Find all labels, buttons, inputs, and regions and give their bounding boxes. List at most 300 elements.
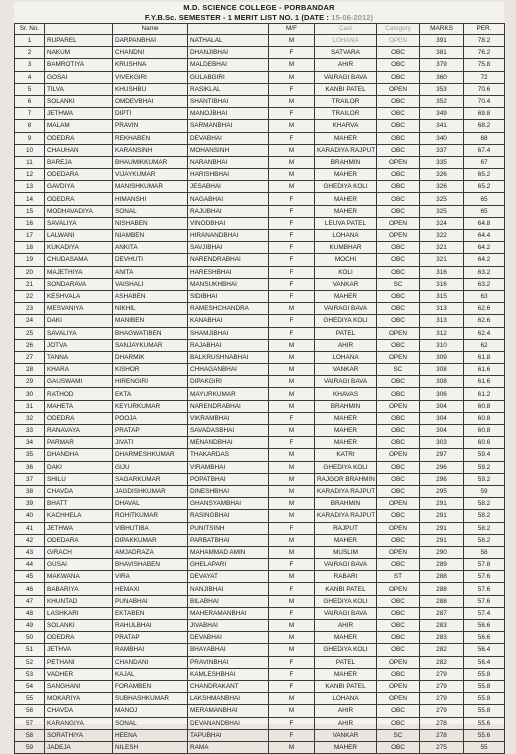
category-cell: SC	[377, 364, 420, 376]
gender-cell: F	[269, 729, 315, 741]
gender-cell: M	[269, 364, 315, 376]
percentage-cell: 56.4	[464, 656, 505, 668]
father-name-cell: DINESHBHAI	[188, 485, 269, 497]
father-name-cell: SAVJIBHAI	[188, 242, 269, 254]
percentage-cell: 57.4	[464, 607, 505, 619]
category-cell: OPEN	[377, 583, 420, 595]
name-cell: JIVATI	[113, 437, 188, 449]
marks-cell: 304	[420, 400, 464, 412]
gender-cell: M	[269, 620, 315, 632]
father-name-cell: KAMLESHBHAI	[188, 668, 269, 680]
sr-no-cell: 4	[15, 71, 45, 83]
sr-no-cell: 33	[15, 425, 45, 437]
sr-no-cell: 44	[15, 559, 45, 571]
sr-no-cell: 6	[15, 95, 45, 107]
surname-cell: NAKUM	[45, 47, 113, 59]
surname-cell: CHAVDA	[45, 485, 113, 497]
table-body	[15, 35, 505, 754]
percentage-cell: 58	[464, 546, 505, 558]
cast-cell: MUSLIM	[315, 546, 377, 558]
name-cell: RAHULBHAI	[113, 620, 188, 632]
cast-cell: AHIR	[315, 620, 377, 632]
percentage-cell: 68.2	[464, 120, 505, 132]
gender-cell: F	[269, 47, 315, 59]
cast-cell: KARADIYA RAJPUT	[315, 485, 377, 497]
percentage-cell: 61.8	[464, 351, 505, 363]
gender-cell: F	[269, 583, 315, 595]
cast-cell: VAIRAGI BAVA	[315, 71, 377, 83]
percentage-cell: 68	[464, 132, 505, 144]
surname-cell: JOTVA	[45, 339, 113, 351]
surname-cell: SOLANKI	[45, 95, 113, 107]
sr-no-cell: 40	[15, 510, 45, 522]
percentage-cell: 64.2	[464, 254, 505, 266]
cast-cell: KOLI	[315, 266, 377, 278]
name-cell: CHANDNI	[113, 47, 188, 59]
sr-no-cell: 10	[15, 144, 45, 156]
sr-no-cell: 23	[15, 303, 45, 315]
percentage-cell: 65.2	[464, 181, 505, 193]
name-cell: BHAVISHABEN	[113, 559, 188, 571]
gender-cell: M	[269, 498, 315, 510]
sr-no-cell: 48	[15, 607, 45, 619]
category-cell: OBC	[377, 595, 420, 607]
name-cell: VIJAYKUMAR	[113, 169, 188, 181]
gender-cell: F	[269, 522, 315, 534]
name-cell: PUNABHAI	[113, 595, 188, 607]
name-cell: SAGARKUMAR	[113, 473, 188, 485]
surname-cell: DAKI	[45, 315, 113, 327]
name-cell: HIRENGIRI	[113, 376, 188, 388]
table-row	[15, 388, 505, 400]
table-row	[15, 473, 505, 485]
cast-cell: KUMBHAR	[315, 242, 377, 254]
cast-cell: KANBI PATEL	[315, 583, 377, 595]
name-cell: DHAVAL	[113, 498, 188, 510]
category-cell: OPEN	[377, 546, 420, 558]
percentage-cell: 55.6	[464, 729, 505, 741]
gender-cell: F	[269, 108, 315, 120]
cast-cell: VAIRAGI BAVA	[315, 559, 377, 571]
name-cell: VAISHALI	[113, 278, 188, 290]
table-row	[15, 35, 505, 47]
table-row	[15, 132, 505, 144]
father-name-cell: NATHALAL	[188, 35, 269, 47]
father-name-cell: VINODBHAI	[188, 217, 269, 229]
table-row	[15, 181, 505, 193]
marks-cell: 315	[420, 290, 464, 302]
marks-cell: 322	[420, 230, 464, 242]
name-cell: VIRA	[113, 571, 188, 583]
category-cell: OBC	[377, 717, 420, 729]
category-cell: OBC	[377, 534, 420, 546]
name-cell: GIJU	[113, 461, 188, 473]
cast-cell: BRAHMIN	[315, 400, 377, 412]
table-row	[15, 607, 505, 619]
name-cell: ANITA	[113, 266, 188, 278]
marks-cell: 349	[420, 108, 464, 120]
table-row	[15, 254, 505, 266]
surname-cell: KHUNTAD	[45, 595, 113, 607]
father-name-cell: RAMA	[188, 741, 269, 753]
gender-cell: M	[269, 571, 315, 583]
category-cell: OBC	[377, 266, 420, 278]
percentage-cell: 55.8	[464, 668, 505, 680]
merit-list-label: F.Y.B.Sc. SEMESTER - 1 MERIT LIST NO. 1 (DATE :	[144, 13, 329, 22]
surname-cell: JETHWA	[45, 522, 113, 534]
table-row	[15, 644, 505, 656]
father-name-cell: HARESHBHAI	[188, 266, 269, 278]
col-category: Category	[377, 24, 420, 35]
table-row	[15, 83, 505, 95]
father-name-cell: SARMANBHAI	[188, 120, 269, 132]
table-row	[15, 193, 505, 205]
gender-cell: F	[269, 242, 315, 254]
gender-cell: F	[269, 83, 315, 95]
surname-cell: SONDARAVA	[45, 278, 113, 290]
gender-cell: M	[269, 144, 315, 156]
sr-no-cell: 15	[15, 205, 45, 217]
sr-no-cell: 42	[15, 534, 45, 546]
sr-no-cell: 20	[15, 266, 45, 278]
surname-cell: BHATT	[45, 498, 113, 510]
surname-cell: BAREJA	[45, 156, 113, 168]
surname-cell: KACHHELA	[45, 510, 113, 522]
marks-cell: 282	[420, 656, 464, 668]
category-cell: OBC	[377, 473, 420, 485]
marks-cell: 275	[420, 741, 464, 753]
father-name-cell: MALDEBHAI	[188, 59, 269, 71]
surname-cell: CHAVDA	[45, 705, 113, 717]
cast-cell: MAHER	[315, 534, 377, 546]
father-name-cell: DIPAKGIRI	[188, 376, 269, 388]
surname-cell: GAVDIYA	[45, 181, 113, 193]
percentage-cell: 69.8	[464, 108, 505, 120]
marks-cell: 291	[420, 498, 464, 510]
gender-cell: M	[269, 595, 315, 607]
table-row	[15, 266, 505, 278]
cast-cell: KARADIYA RAJPUT	[315, 510, 377, 522]
sr-no-cell: 53	[15, 668, 45, 680]
cast-cell: MAHER	[315, 193, 377, 205]
surname-cell: LALWANI	[45, 230, 113, 242]
sr-no-cell: 38	[15, 485, 45, 497]
sr-no-cell: 18	[15, 242, 45, 254]
gender-cell: M	[269, 303, 315, 315]
col-father-name	[188, 24, 269, 35]
name-cell: ASHABEN	[113, 290, 188, 302]
marks-cell: 289	[420, 559, 464, 571]
category-cell: OBC	[377, 644, 420, 656]
category-cell: OPEN	[377, 83, 420, 95]
percentage-cell: 60.6	[464, 437, 505, 449]
marks-cell: 288	[420, 571, 464, 583]
percentage-cell: 60.8	[464, 425, 505, 437]
name-cell: PRATAP	[113, 632, 188, 644]
gender-cell: M	[269, 351, 315, 363]
surname-cell: CHAUHAN	[45, 144, 113, 156]
father-name-cell: NARENDRABHAI	[188, 254, 269, 266]
name-cell: SONAL	[113, 205, 188, 217]
father-name-cell: THAKARDAS	[188, 449, 269, 461]
father-name-cell: NARANBHAI	[188, 156, 269, 168]
marks-cell: 295	[420, 485, 464, 497]
cast-cell: GHEDIYA KOLI	[315, 315, 377, 327]
marks-cell: 282	[420, 644, 464, 656]
sr-no-cell: 14	[15, 193, 45, 205]
category-cell: OBC	[377, 290, 420, 302]
cast-cell: MAHER	[315, 741, 377, 753]
category-cell: OBC	[377, 144, 420, 156]
surname-cell: KESHVALA	[45, 290, 113, 302]
name-cell: CHANDANI	[113, 656, 188, 668]
gender-cell: F	[269, 668, 315, 680]
marks-cell: 312	[420, 327, 464, 339]
percentage-cell: 62.6	[464, 315, 505, 327]
table-row	[15, 693, 505, 705]
marks-cell: 309	[420, 351, 464, 363]
gender-cell: M	[269, 449, 315, 461]
surname-cell: JETHWA	[45, 108, 113, 120]
father-name-cell: GULABGIRI	[188, 71, 269, 83]
surname-cell: BAMROTIYA	[45, 59, 113, 71]
sr-no-cell: 19	[15, 254, 45, 266]
surname-cell: GOSAI	[45, 71, 113, 83]
father-name-cell: JESABHAI	[188, 181, 269, 193]
cast-cell: TRAILOR	[315, 95, 377, 107]
name-cell: NIAMBEN	[113, 230, 188, 242]
cast-cell: VANKAR	[315, 364, 377, 376]
col-surname	[45, 24, 113, 35]
surname-cell: PARMAR	[45, 437, 113, 449]
table-row	[15, 571, 505, 583]
sr-no-cell: 31	[15, 400, 45, 412]
sr-no-cell: 30	[15, 388, 45, 400]
father-name-cell: MERAMANBHAI	[188, 705, 269, 717]
cast-cell: MAHER	[315, 632, 377, 644]
table-row	[15, 705, 505, 717]
marks-cell: 296	[420, 461, 464, 473]
table-row	[15, 376, 505, 388]
category-cell: OBC	[377, 376, 420, 388]
gender-cell: F	[269, 266, 315, 278]
percentage-cell: 56.6	[464, 632, 505, 644]
father-name-cell: RAMESHCHANDRA	[188, 303, 269, 315]
table-row	[15, 169, 505, 181]
gender-cell: M	[269, 120, 315, 132]
category-cell: OBC	[377, 242, 420, 254]
cast-cell: PATEL	[315, 656, 377, 668]
category-cell: OBC	[377, 169, 420, 181]
marks-cell: 340	[420, 132, 464, 144]
gender-cell: F	[269, 717, 315, 729]
surname-cell: SANGHANI	[45, 680, 113, 692]
table-header-row	[15, 24, 505, 35]
table-row	[15, 230, 505, 242]
percentage-cell: 59.2	[464, 461, 505, 473]
table-row	[15, 47, 505, 59]
marks-cell: 391	[420, 35, 464, 47]
table-row	[15, 205, 505, 217]
father-name-cell: DEVANANDBHAI	[188, 717, 269, 729]
father-name-cell: NANJIBHAI	[188, 583, 269, 595]
gender-cell: M	[269, 59, 315, 71]
marks-cell: 279	[420, 693, 464, 705]
gender-cell: M	[269, 400, 315, 412]
surname-cell: ODEDARA	[45, 534, 113, 546]
cast-cell: AHIR	[315, 717, 377, 729]
name-cell: BHAUMIKKUMAR	[113, 156, 188, 168]
marks-cell: 352	[420, 95, 464, 107]
category-cell: OBC	[377, 205, 420, 217]
table-row	[15, 290, 505, 302]
category-cell: OBC	[377, 741, 420, 753]
category-cell: OBC	[377, 120, 420, 132]
father-name-cell: SIDIBHAI	[188, 290, 269, 302]
cast-cell: KHAVAS	[315, 388, 377, 400]
category-cell: OBC	[377, 632, 420, 644]
gender-cell: F	[269, 230, 315, 242]
cast-cell: KATRI	[315, 449, 377, 461]
sr-no-cell: 39	[15, 498, 45, 510]
table-row	[15, 656, 505, 668]
father-name-cell: SHAMJIBHAI	[188, 327, 269, 339]
marks-cell: 324	[420, 217, 464, 229]
gender-cell: F	[269, 437, 315, 449]
father-name-cell: KANABHAI	[188, 315, 269, 327]
sr-no-cell: 57	[15, 717, 45, 729]
percentage-cell: 62	[464, 339, 505, 351]
gender-cell: F	[269, 327, 315, 339]
surname-cell: JETHVA	[45, 644, 113, 656]
cast-cell: BRAHMIN	[315, 498, 377, 510]
father-name-cell: SAVADASBHAI	[188, 425, 269, 437]
category-cell: OBC	[377, 485, 420, 497]
category-cell: OBC	[377, 108, 420, 120]
sr-no-cell: 46	[15, 583, 45, 595]
surname-cell: JADEJA	[45, 741, 113, 753]
name-cell: DHARMIK	[113, 351, 188, 363]
percentage-cell: 59	[464, 485, 505, 497]
percentage-cell: 78.2	[464, 35, 505, 47]
table-row	[15, 510, 505, 522]
cast-cell: MAHER	[315, 205, 377, 217]
marks-cell: 326	[420, 181, 464, 193]
gender-cell: F	[269, 193, 315, 205]
name-cell: MANOJ	[113, 705, 188, 717]
marks-cell: 291	[420, 534, 464, 546]
percentage-cell: 60.8	[464, 412, 505, 424]
table-row	[15, 120, 505, 132]
sr-no-cell: 36	[15, 461, 45, 473]
percentage-cell: 63.2	[464, 278, 505, 290]
name-cell: NILESH	[113, 741, 188, 753]
sr-no-cell: 3	[15, 59, 45, 71]
table-row	[15, 400, 505, 412]
percentage-cell: 57.6	[464, 571, 505, 583]
cast-cell: VAIRAGI BAVA	[315, 607, 377, 619]
percentage-cell: 55.8	[464, 705, 505, 717]
name-cell: HIMANSHI	[113, 193, 188, 205]
sr-no-cell: 5	[15, 83, 45, 95]
name-cell: FORAMBEN	[113, 680, 188, 692]
surname-cell: MOKARIYA	[45, 693, 113, 705]
gender-cell: M	[269, 741, 315, 753]
cast-cell: MAHER	[315, 412, 377, 424]
father-name-cell: RASIKLAL	[188, 83, 269, 95]
cast-cell: VAIRAGI BAVA	[315, 303, 377, 315]
sr-no-cell: 26	[15, 339, 45, 351]
sr-no-cell: 59	[15, 741, 45, 753]
sr-no-cell: 28	[15, 364, 45, 376]
marks-cell: 379	[420, 59, 464, 71]
surname-cell: MALAM	[45, 120, 113, 132]
gender-cell: M	[269, 705, 315, 717]
father-name-cell: DHANJIBHAI	[188, 47, 269, 59]
name-cell: MANIBEN	[113, 315, 188, 327]
table-row	[15, 242, 505, 254]
percentage-cell: 58.2	[464, 522, 505, 534]
percentage-cell: 59.2	[464, 473, 505, 485]
name-cell: PRATAP	[113, 425, 188, 437]
percentage-cell: 56.4	[464, 644, 505, 656]
surname-cell: MAKWANA	[45, 571, 113, 583]
percentage-cell: 67.4	[464, 144, 505, 156]
cast-cell: LOHANA	[315, 35, 377, 47]
percentage-cell: 63	[464, 290, 505, 302]
marks-cell: 308	[420, 376, 464, 388]
marks-cell: 288	[420, 583, 464, 595]
father-name-cell: MANOJBHAI	[188, 108, 269, 120]
marks-cell: 310	[420, 339, 464, 351]
cast-cell: VANKAR	[315, 729, 377, 741]
surname-cell: MODHAVADIYA	[45, 205, 113, 217]
surname-cell: RUPAREL	[45, 35, 113, 47]
percentage-cell: 59.4	[464, 449, 505, 461]
category-cell: OPEN	[377, 522, 420, 534]
gender-cell: F	[269, 680, 315, 692]
gender-cell: F	[269, 254, 315, 266]
category-cell: OPEN	[377, 327, 420, 339]
sr-no-cell: 52	[15, 656, 45, 668]
marks-cell: 341	[420, 120, 464, 132]
father-name-cell: DEVAYAT	[188, 571, 269, 583]
category-cell: OPEN	[377, 35, 420, 47]
marks-cell: 304	[420, 412, 464, 424]
name-cell: NISHABEN	[113, 217, 188, 229]
father-name-cell: RASINGBHAI	[188, 510, 269, 522]
name-cell: KRUSHNA	[113, 59, 188, 71]
category-cell: OPEN	[377, 680, 420, 692]
cast-cell: BRAHMIN	[315, 156, 377, 168]
percentage-cell: 55	[464, 741, 505, 753]
category-cell: OBC	[377, 607, 420, 619]
table-row	[15, 729, 505, 741]
gender-cell: M	[269, 632, 315, 644]
cast-cell: MAHER	[315, 425, 377, 437]
gender-cell: F	[269, 559, 315, 571]
name-cell: EKTA	[113, 388, 188, 400]
percentage-cell: 57.8	[464, 559, 505, 571]
father-name-cell: GHANSYAMBHAI	[188, 498, 269, 510]
sr-no-cell: 17	[15, 230, 45, 242]
table-row	[15, 449, 505, 461]
father-name-cell: SHANTIBHAI	[188, 95, 269, 107]
name-cell: DEVHUTI	[113, 254, 188, 266]
percentage-cell: 57.6	[464, 583, 505, 595]
name-cell: JAGDISHKUMAR	[113, 485, 188, 497]
surname-cell: KARANGIYA	[45, 717, 113, 729]
